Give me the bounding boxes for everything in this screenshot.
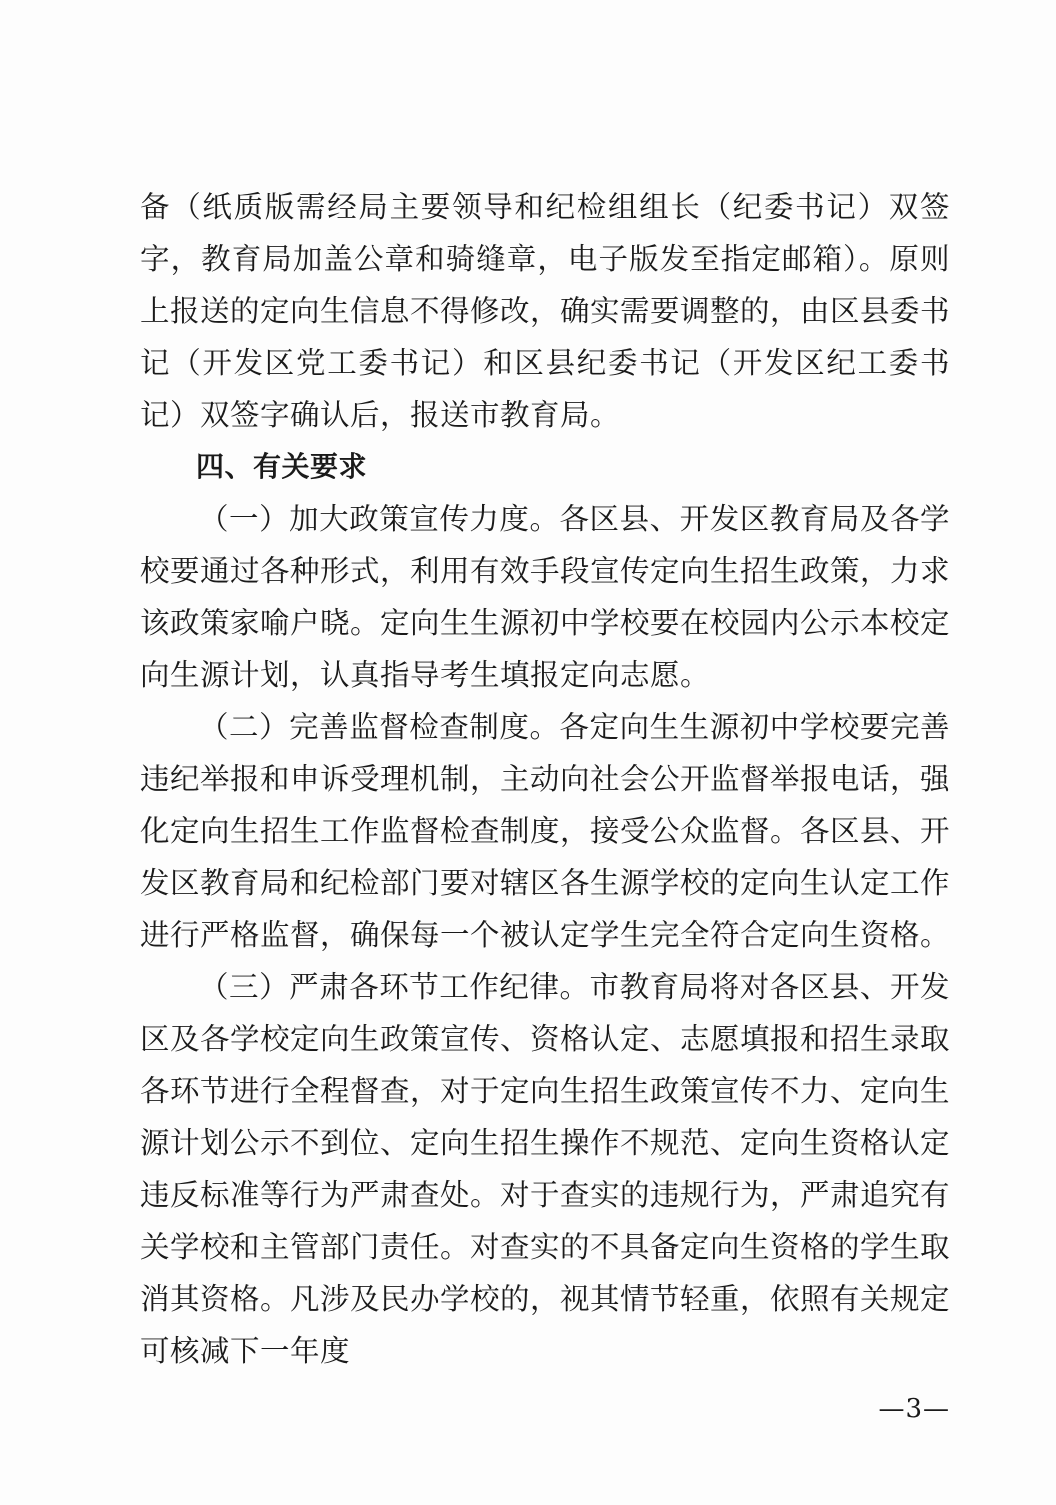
page-number: —3—	[878, 1394, 950, 1424]
document-body	[140, 181, 950, 1377]
section-heading: 四、有关要求	[196, 450, 368, 483]
paragraph-supervision: （二）完善监督检查制度。各定向生生源初中学校要完善违纪举报和申诉受理机制，主动向社会公开监督举报电话，强化定向生招生工作监督检查制度，接受公众监督。各区县、开发区教育局和纪检部门要对辖区各生源学校的定向生认定工作进行严格监督，确保每一个被认定学生完全符合定向生资格。	[140, 710, 951, 952]
continuation-paragraph: 备（纸质版需经局主要领导和纪检组组长（纪委书记）双签字，教育局加盖公章和骑缝章，电子版发至指定邮箱）。原则上报送的定向生信息不得修改，确实需要调整的，由区县委书记（开发区党工委书记）和区县纪委书记（开发区纪工委书记）双签字确认后，报送市教育局。	[140, 190, 951, 432]
paragraph-discipline: （三）严肃各环节工作纪律。市教育局将对各区县、开发区及各学校定向生政策宣传、资格认定、志愿填报和招生录取各环节进行全程督查，对于定向生招生政策宣传不力、定向生源计划公示不到位、定向生招生操作不规范、定向生资格认定违反标准等行为严肃查处。对于查实的违规行为，严肃追究有关学校和主管部门责任。对查实的不具备定向生资格的学生取消其资格。凡涉及民办学校的，视其情节轻重，依照有关规定可核减下一年度	[140, 970, 951, 1368]
paragraph-policy-publicity: （一）加大政策宣传力度。各区县、开发区教育局及各学校要通过各种形式，利用有效手段宣传定向生招生政策，力求该政策家喻户晓。定向生生源初中学校要在校园内公示本校定向生源计划，认真指导考生填报定向志愿。	[140, 502, 951, 692]
